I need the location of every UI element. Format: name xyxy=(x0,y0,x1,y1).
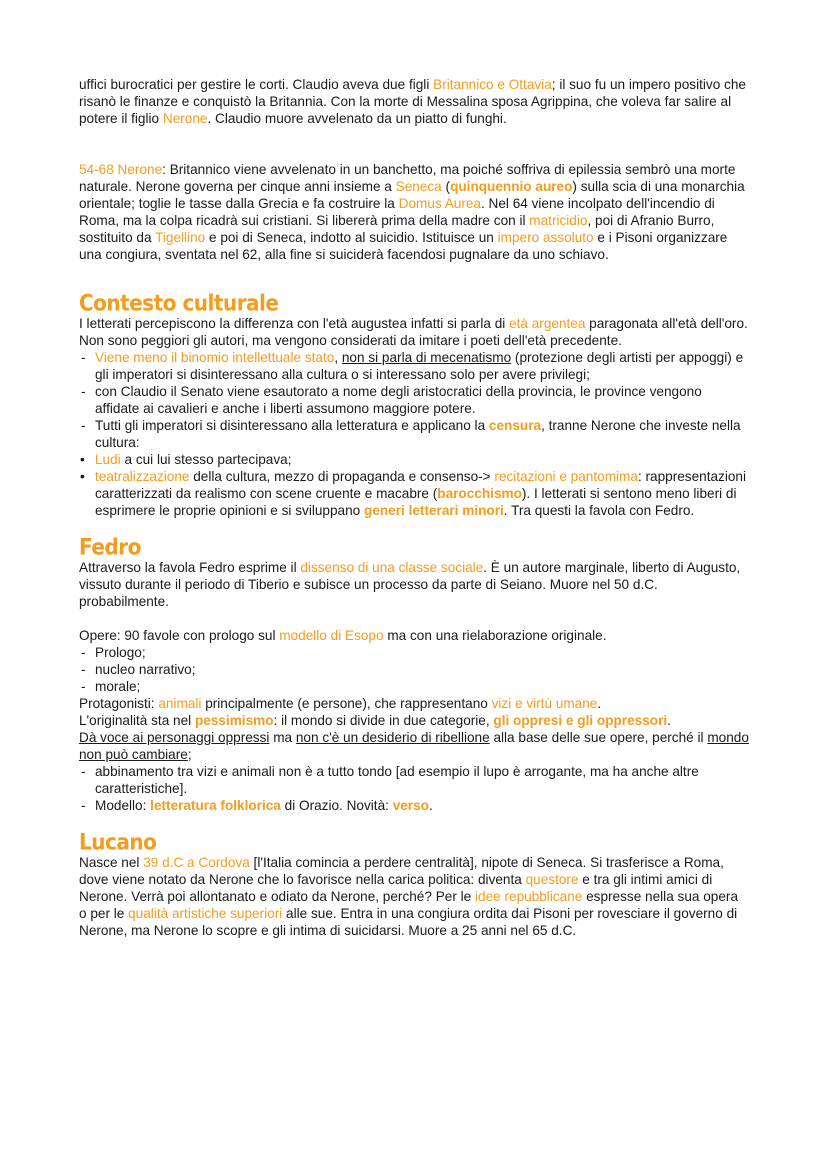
text-run: e i Pisoni organizzare una congiura, sventata nel 62, alla fine si suiciderà facendosi pugnalare da uno schiavo. xyxy=(79,230,728,262)
text-run: . xyxy=(597,696,602,711)
text-run: e poi di Seneca, indotto al suicidio. Istituisce un xyxy=(205,230,498,245)
text-run: ma con una rielaborazione originale. xyxy=(383,628,607,643)
text-run: . xyxy=(428,798,433,813)
highlight-esopo: modello di Esopo xyxy=(279,628,384,643)
highlight-qualita-artistiche: qualità artistiche superiori xyxy=(128,906,283,921)
bold-generi-minori: generi letterari minori xyxy=(364,503,504,518)
list-item xyxy=(79,797,749,814)
text-run: Protagonisti: xyxy=(79,696,159,711)
highlight-nerone-dates: 54-68 Nerone xyxy=(79,162,163,177)
bold-quinquennio-aureo: quinquennio aureo xyxy=(450,179,573,194)
highlight-britannico-ottavia: Britannico e Ottavia xyxy=(433,77,552,92)
fedro-protagonisti xyxy=(79,695,749,712)
text-run: , xyxy=(334,350,342,365)
text-run: della cultura, mezzo di propaganda e consenso-> xyxy=(189,469,495,484)
list-item: - nucleo narrativo; xyxy=(79,661,749,678)
text-run: ; il suo fu un impero positivo che risanò le finanze e conquistò la Britannia. Con la morte di Messalina sposa Agrippina, che voleva far salire al potere il figlio xyxy=(79,77,746,126)
underline-mondo: mondo non può cambiare xyxy=(79,730,749,762)
list-item xyxy=(79,763,749,797)
text-run: ). I letterati si sentono meno liberi di esprimere le proprie opinioni e si sviluppano xyxy=(95,486,737,518)
list-item: - Prologo; xyxy=(79,644,749,661)
highlight-dissenso: dissenso di una classe sociale xyxy=(300,560,484,575)
underline-da-voce: Dà voce ai personaggi oppressi xyxy=(79,730,270,745)
text-run: espresse nella sua opera o per le xyxy=(79,889,738,921)
text-run: . È un autore marginale, liberto di Augusto, vissuto durante il periodo di Tiberio e subisce un processo da parte di Seiano. Muore nel 50 d.C. probabilmente. xyxy=(79,560,741,609)
text-run: . Tra questi la favola con Fedro. xyxy=(503,503,695,518)
text-run: ; xyxy=(187,747,192,762)
text-run: principalmente (e persone), che rappresentano xyxy=(201,696,492,711)
text-run: Nasce nel xyxy=(79,855,144,870)
text-run: L'originalità sta nel xyxy=(79,713,195,728)
bold-pessimismo: pessimismo xyxy=(194,713,274,728)
fedro-originalita xyxy=(79,712,749,729)
text-run: (protezione degli artisti per appoggi) e gli imperatori si disinteressano alla cultura o si interessano solo per avere privilegi; xyxy=(95,350,744,382)
highlight-eta-argentea: età argentea xyxy=(509,316,586,331)
text-run: a cui lui stesso partecipava; xyxy=(120,452,292,467)
intro-paragraph xyxy=(79,76,749,127)
text-run: Modello: xyxy=(95,798,151,813)
text-run: e tra gli intimi amici di Nerone. Verrà poi allontanato e odiato da Nerone, perché? Per le xyxy=(79,872,713,904)
bold-censura: censura xyxy=(488,418,542,433)
text-run: , poi di Afranio Burro, sostituito da xyxy=(79,213,715,245)
lucano-paragraph xyxy=(79,854,749,939)
text-run: . Nel 64 viene incolpato dell'incendio di Roma, ma la colpa ricadrà sui cristiani. Si libererà prima della madre con il xyxy=(79,196,715,228)
text-run: abbinamento tra vizi e animali non è a tutto tondo [ad esempio il lupo è arrogante, ma ha anche altre caratteristiche]. xyxy=(95,764,699,796)
list-item xyxy=(79,468,749,519)
fedro-paragraph-1 xyxy=(79,559,749,610)
text-run: : Britannico viene avvelenato in un banchetto, ma poiché soffriva di epilessia sembrò una morte naturale. Nerone governa per cinque anni insieme a xyxy=(79,162,736,194)
highlight-tigellino: Tigellino xyxy=(155,230,206,245)
text-run: ) sulla scia di una monarchia orientale; toglie le tasse dalla Grecia e fa costruire la xyxy=(79,179,745,211)
text-run: ma xyxy=(269,730,296,745)
highlight-binomio: Viene meno il binomio intellettuale stato xyxy=(95,350,335,365)
highlight-idee-repubblicane: idee repubblicane xyxy=(475,889,583,904)
bold-verso: verso xyxy=(392,798,429,813)
highlight-recitazioni: recitazioni e pantomima xyxy=(494,469,638,484)
bold-barocchismo: barocchismo xyxy=(437,486,522,501)
text-run: Opere: 90 favole con prologo sul xyxy=(79,628,280,643)
list-item xyxy=(79,451,749,468)
text-run: Tutti gli imperatori si disinteressano alla letteratura e applicano la xyxy=(95,418,489,433)
underline-ribellione: non c'è un desiderio di ribellione xyxy=(295,730,490,745)
text-run: paragonata all'età dell'oro. Non sono peggiori gli autori, ma vengono considerati da imitare i poeti dell'età precedente. xyxy=(79,316,748,348)
heading-fedro: Fedro xyxy=(79,533,141,561)
text-run: alla base delle sue opere, perché il xyxy=(489,730,708,745)
highlight-matricidio: matricidio xyxy=(529,213,588,228)
highlight-seneca: Seneca xyxy=(395,179,442,194)
text-run: , tranne Nerone che investe nella cultura: xyxy=(95,418,741,450)
list-item xyxy=(79,383,749,417)
bold-letteratura-folklorica: letteratura folklorica xyxy=(150,798,281,813)
text-run: : rappresentazioni caratterizzati da realismo con scene cruente e macabre ( xyxy=(95,469,746,501)
heading-contesto-culturale: Contesto culturale xyxy=(79,289,279,317)
fedro-paragraph-opere xyxy=(79,627,749,644)
contesto-paragraph xyxy=(79,315,749,349)
highlight-teatralizzazione: teatralizzazione xyxy=(95,469,190,484)
highlight-vizi-virtu: vizi e virtù umane xyxy=(491,696,598,711)
highlight-questore: questore xyxy=(525,872,579,887)
heading-lucano: Lucano xyxy=(79,828,157,856)
fedro-voce xyxy=(79,729,749,763)
list-item xyxy=(79,417,749,451)
text-run: . xyxy=(667,713,671,728)
text-run: . Claudio muore avvelenato da un piatto di funghi. xyxy=(207,111,507,126)
highlight-cordova: 39 d.C a Cordova xyxy=(143,855,250,870)
text-run: di Orazio. Novità: xyxy=(280,798,393,813)
text-run: [l'Italia comincia a perdere centralità], nipote di Seneca. Si trasferisce a Roma, dove viene notato da Nerone che lo favorisce nella carica politica: diventa xyxy=(79,855,724,887)
list-item xyxy=(79,349,749,383)
highlight-domus-aurea: Domus Aurea xyxy=(398,196,481,211)
fedro-notes-list xyxy=(79,763,749,814)
contesto-dash-list xyxy=(79,349,749,451)
text-run: Attraverso la favola Fedro esprime il xyxy=(79,560,301,575)
text-run: uffici burocratici per gestire le corti. Claudio aveva due figli xyxy=(79,77,434,92)
list-item: - morale; xyxy=(79,678,749,695)
highlight-impero-assoluto: impero assoluto xyxy=(497,230,594,245)
text-run: ( xyxy=(441,179,451,194)
fedro-structure-list xyxy=(79,644,749,695)
bold-oppressi-oppressori: gli oppresi e gli oppressori xyxy=(493,713,668,728)
document-page xyxy=(79,76,749,939)
highlight-animali: animali xyxy=(158,696,202,711)
contesto-bullet-list xyxy=(79,451,749,519)
text-run: I letterati percepiscono la differenza con l'età augustea infatti si parla di xyxy=(79,316,510,331)
highlight-nerone: Nerone xyxy=(162,111,208,126)
text-run: : il mondo si divide in due categorie, xyxy=(273,713,494,728)
nerone-paragraph xyxy=(79,161,749,263)
text-run: alle sue. Entra in una congiura ordita dai Pisoni per rovesciare il governo di Nerone, ma Nerone lo scopre e gli intima di suicidarsi. Muore a 25 anni nel 65 d.C. xyxy=(79,906,738,938)
underline-mecenatismo: non si parla di mecenatismo xyxy=(341,350,512,365)
highlight-ludi: Ludi xyxy=(95,452,121,467)
text-run: con Claudio il Senato viene esautorato a nome degli aristocratici della provincia, le province vengono affidate ai cavalieri e anche i liberti assumono maggiore potere. xyxy=(95,384,702,416)
